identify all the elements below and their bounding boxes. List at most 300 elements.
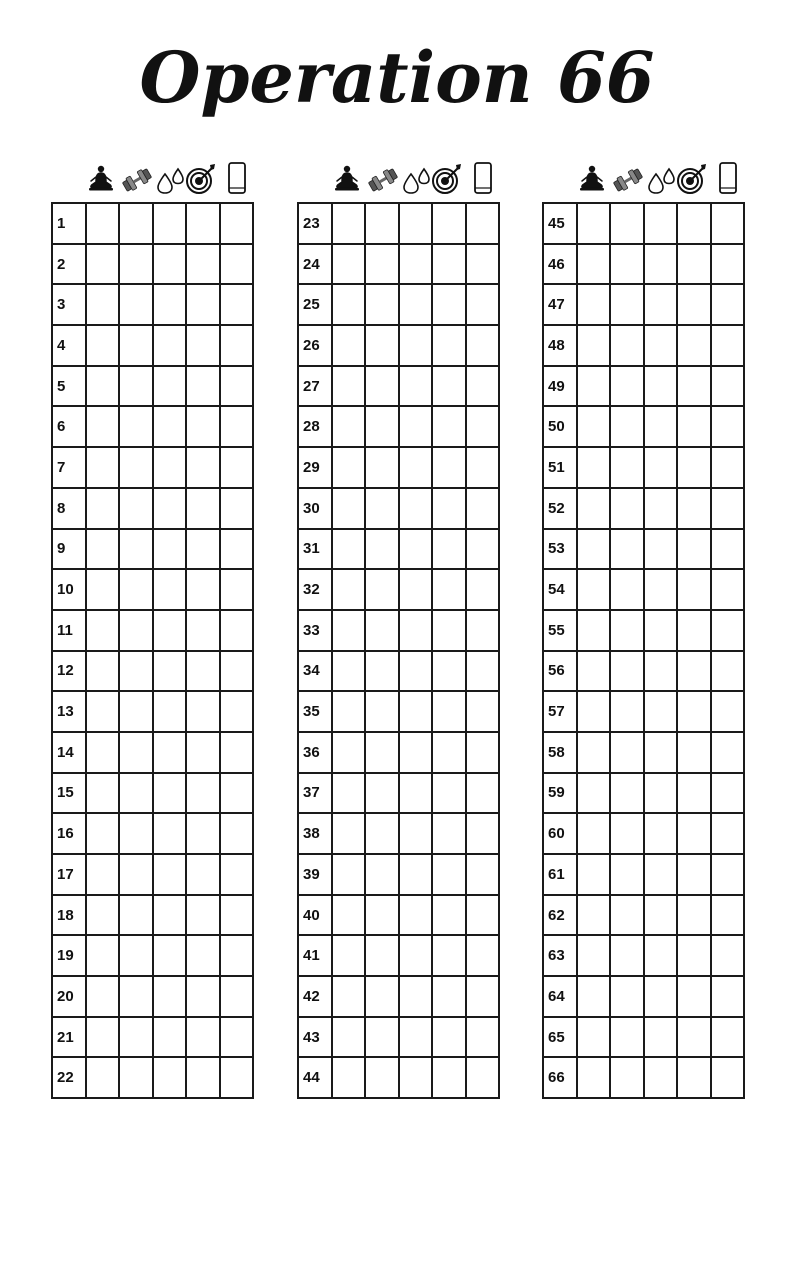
habit-checkbox-cell[interactable]	[466, 529, 500, 570]
habit-checkbox-cell[interactable]	[432, 1057, 466, 1098]
habit-checkbox-cell[interactable]	[644, 447, 678, 488]
habit-checkbox-cell[interactable]	[365, 935, 399, 976]
habit-checkbox-cell[interactable]	[86, 1057, 120, 1098]
habit-checkbox-cell[interactable]	[119, 732, 153, 773]
habit-checkbox-cell[interactable]	[677, 284, 711, 325]
habit-checkbox-cell[interactable]	[186, 732, 220, 773]
habit-checkbox-cell[interactable]	[153, 325, 187, 366]
habit-checkbox-cell[interactable]	[644, 935, 678, 976]
habit-checkbox-cell[interactable]	[399, 244, 433, 285]
habit-checkbox-cell[interactable]	[466, 366, 500, 407]
habit-checkbox-cell[interactable]	[577, 691, 611, 732]
habit-checkbox-cell[interactable]	[153, 691, 187, 732]
habit-checkbox-cell[interactable]	[119, 895, 153, 936]
habit-checkbox-cell[interactable]	[332, 1017, 366, 1058]
habit-checkbox-cell[interactable]	[332, 935, 366, 976]
habit-checkbox-cell[interactable]	[466, 895, 500, 936]
habit-checkbox-cell[interactable]	[220, 1057, 254, 1098]
habit-checkbox-cell[interactable]	[332, 610, 366, 651]
habit-checkbox-cell[interactable]	[153, 976, 187, 1017]
habit-checkbox-cell[interactable]	[610, 773, 644, 814]
habit-checkbox-cell[interactable]	[644, 1057, 678, 1098]
habit-checkbox-cell[interactable]	[332, 1057, 366, 1098]
habit-checkbox-cell[interactable]	[220, 732, 254, 773]
habit-checkbox-cell[interactable]	[466, 976, 500, 1017]
habit-checkbox-cell[interactable]	[399, 406, 433, 447]
habit-checkbox-cell[interactable]	[332, 651, 366, 692]
habit-checkbox-cell[interactable]	[119, 569, 153, 610]
habit-checkbox-cell[interactable]	[644, 610, 678, 651]
habit-checkbox-cell[interactable]	[119, 203, 153, 244]
habit-checkbox-cell[interactable]	[466, 447, 500, 488]
habit-checkbox-cell[interactable]	[610, 366, 644, 407]
habit-checkbox-cell[interactable]	[711, 651, 745, 692]
habit-checkbox-cell[interactable]	[577, 610, 611, 651]
habit-checkbox-cell[interactable]	[332, 976, 366, 1017]
habit-checkbox-cell[interactable]	[644, 651, 678, 692]
habit-checkbox-cell[interactable]	[677, 773, 711, 814]
habit-checkbox-cell[interactable]	[153, 447, 187, 488]
habit-checkbox-cell[interactable]	[577, 732, 611, 773]
habit-checkbox-cell[interactable]	[153, 529, 187, 570]
habit-checkbox-cell[interactable]	[399, 813, 433, 854]
habit-checkbox-cell[interactable]	[153, 203, 187, 244]
habit-checkbox-cell[interactable]	[610, 447, 644, 488]
habit-checkbox-cell[interactable]	[86, 813, 120, 854]
habit-checkbox-cell[interactable]	[220, 610, 254, 651]
habit-checkbox-cell[interactable]	[332, 325, 366, 366]
habit-checkbox-cell[interactable]	[577, 529, 611, 570]
habit-checkbox-cell[interactable]	[577, 325, 611, 366]
habit-checkbox-cell[interactable]	[399, 976, 433, 1017]
habit-checkbox-cell[interactable]	[466, 244, 500, 285]
habit-checkbox-cell[interactable]	[365, 691, 399, 732]
habit-checkbox-cell[interactable]	[677, 488, 711, 529]
habit-checkbox-cell[interactable]	[432, 651, 466, 692]
habit-checkbox-cell[interactable]	[119, 651, 153, 692]
habit-checkbox-cell[interactable]	[186, 813, 220, 854]
habit-checkbox-cell[interactable]	[153, 773, 187, 814]
habit-checkbox-cell[interactable]	[220, 976, 254, 1017]
habit-checkbox-cell[interactable]	[577, 203, 611, 244]
habit-checkbox-cell[interactable]	[119, 610, 153, 651]
habit-checkbox-cell[interactable]	[577, 447, 611, 488]
habit-checkbox-cell[interactable]	[86, 732, 120, 773]
habit-checkbox-cell[interactable]	[153, 895, 187, 936]
habit-checkbox-cell[interactable]	[220, 813, 254, 854]
habit-checkbox-cell[interactable]	[186, 773, 220, 814]
habit-checkbox-cell[interactable]	[610, 691, 644, 732]
habit-checkbox-cell[interactable]	[610, 935, 644, 976]
habit-checkbox-cell[interactable]	[153, 569, 187, 610]
habit-checkbox-cell[interactable]	[677, 325, 711, 366]
habit-checkbox-cell[interactable]	[610, 1017, 644, 1058]
habit-checkbox-cell[interactable]	[186, 406, 220, 447]
habit-checkbox-cell[interactable]	[186, 651, 220, 692]
habit-checkbox-cell[interactable]	[86, 366, 120, 407]
habit-checkbox-cell[interactable]	[644, 895, 678, 936]
habit-checkbox-cell[interactable]	[399, 203, 433, 244]
habit-checkbox-cell[interactable]	[186, 284, 220, 325]
habit-checkbox-cell[interactable]	[610, 569, 644, 610]
habit-checkbox-cell[interactable]	[610, 529, 644, 570]
habit-checkbox-cell[interactable]	[577, 813, 611, 854]
habit-checkbox-cell[interactable]	[432, 284, 466, 325]
habit-checkbox-cell[interactable]	[399, 447, 433, 488]
habit-checkbox-cell[interactable]	[711, 203, 745, 244]
habit-checkbox-cell[interactable]	[119, 529, 153, 570]
habit-checkbox-cell[interactable]	[86, 203, 120, 244]
habit-checkbox-cell[interactable]	[86, 244, 120, 285]
habit-checkbox-cell[interactable]	[365, 732, 399, 773]
habit-checkbox-cell[interactable]	[186, 691, 220, 732]
habit-checkbox-cell[interactable]	[153, 244, 187, 285]
habit-checkbox-cell[interactable]	[186, 488, 220, 529]
habit-checkbox-cell[interactable]	[577, 406, 611, 447]
habit-checkbox-cell[interactable]	[577, 1057, 611, 1098]
habit-checkbox-cell[interactable]	[119, 854, 153, 895]
habit-checkbox-cell[interactable]	[610, 813, 644, 854]
habit-checkbox-cell[interactable]	[644, 569, 678, 610]
habit-checkbox-cell[interactable]	[711, 366, 745, 407]
habit-checkbox-cell[interactable]	[644, 854, 678, 895]
habit-checkbox-cell[interactable]	[466, 854, 500, 895]
habit-checkbox-cell[interactable]	[86, 447, 120, 488]
habit-checkbox-cell[interactable]	[644, 488, 678, 529]
habit-checkbox-cell[interactable]	[365, 366, 399, 407]
habit-checkbox-cell[interactable]	[332, 447, 366, 488]
habit-checkbox-cell[interactable]	[677, 244, 711, 285]
habit-checkbox-cell[interactable]	[119, 447, 153, 488]
habit-checkbox-cell[interactable]	[399, 651, 433, 692]
habit-checkbox-cell[interactable]	[86, 1017, 120, 1058]
habit-checkbox-cell[interactable]	[677, 732, 711, 773]
habit-checkbox-cell[interactable]	[711, 1017, 745, 1058]
habit-checkbox-cell[interactable]	[677, 1057, 711, 1098]
habit-checkbox-cell[interactable]	[86, 325, 120, 366]
habit-checkbox-cell[interactable]	[677, 203, 711, 244]
habit-checkbox-cell[interactable]	[332, 284, 366, 325]
habit-checkbox-cell[interactable]	[153, 284, 187, 325]
habit-checkbox-cell[interactable]	[711, 406, 745, 447]
habit-checkbox-cell[interactable]	[119, 244, 153, 285]
habit-checkbox-cell[interactable]	[610, 732, 644, 773]
habit-checkbox-cell[interactable]	[644, 976, 678, 1017]
habit-checkbox-cell[interactable]	[365, 244, 399, 285]
habit-checkbox-cell[interactable]	[86, 406, 120, 447]
habit-checkbox-cell[interactable]	[220, 691, 254, 732]
habit-checkbox-cell[interactable]	[432, 691, 466, 732]
habit-checkbox-cell[interactable]	[711, 691, 745, 732]
habit-checkbox-cell[interactable]	[119, 976, 153, 1017]
habit-checkbox-cell[interactable]	[711, 1057, 745, 1098]
habit-checkbox-cell[interactable]	[577, 895, 611, 936]
habit-checkbox-cell[interactable]	[186, 569, 220, 610]
habit-checkbox-cell[interactable]	[220, 325, 254, 366]
habit-checkbox-cell[interactable]	[610, 284, 644, 325]
habit-checkbox-cell[interactable]	[466, 651, 500, 692]
habit-checkbox-cell[interactable]	[432, 895, 466, 936]
habit-checkbox-cell[interactable]	[610, 610, 644, 651]
habit-checkbox-cell[interactable]	[466, 569, 500, 610]
habit-checkbox-cell[interactable]	[220, 895, 254, 936]
habit-checkbox-cell[interactable]	[153, 854, 187, 895]
habit-checkbox-cell[interactable]	[153, 935, 187, 976]
habit-checkbox-cell[interactable]	[186, 366, 220, 407]
habit-checkbox-cell[interactable]	[365, 773, 399, 814]
habit-checkbox-cell[interactable]	[332, 854, 366, 895]
habit-checkbox-cell[interactable]	[86, 895, 120, 936]
habit-checkbox-cell[interactable]	[711, 773, 745, 814]
habit-checkbox-cell[interactable]	[432, 732, 466, 773]
habit-checkbox-cell[interactable]	[677, 610, 711, 651]
habit-checkbox-cell[interactable]	[153, 1057, 187, 1098]
habit-checkbox-cell[interactable]	[677, 976, 711, 1017]
habit-checkbox-cell[interactable]	[399, 284, 433, 325]
habit-checkbox-cell[interactable]	[432, 325, 466, 366]
habit-checkbox-cell[interactable]	[220, 203, 254, 244]
habit-checkbox-cell[interactable]	[365, 406, 399, 447]
habit-checkbox-cell[interactable]	[577, 651, 611, 692]
habit-checkbox-cell[interactable]	[332, 691, 366, 732]
habit-checkbox-cell[interactable]	[186, 1057, 220, 1098]
habit-checkbox-cell[interactable]	[677, 1017, 711, 1058]
habit-checkbox-cell[interactable]	[186, 895, 220, 936]
habit-checkbox-cell[interactable]	[432, 976, 466, 1017]
habit-checkbox-cell[interactable]	[399, 691, 433, 732]
habit-checkbox-cell[interactable]	[577, 1017, 611, 1058]
habit-checkbox-cell[interactable]	[220, 773, 254, 814]
habit-checkbox-cell[interactable]	[610, 488, 644, 529]
habit-checkbox-cell[interactable]	[577, 773, 611, 814]
habit-checkbox-cell[interactable]	[644, 813, 678, 854]
habit-checkbox-cell[interactable]	[220, 935, 254, 976]
habit-checkbox-cell[interactable]	[332, 244, 366, 285]
habit-checkbox-cell[interactable]	[332, 366, 366, 407]
habit-checkbox-cell[interactable]	[399, 854, 433, 895]
habit-checkbox-cell[interactable]	[153, 813, 187, 854]
habit-checkbox-cell[interactable]	[220, 651, 254, 692]
habit-checkbox-cell[interactable]	[577, 569, 611, 610]
habit-checkbox-cell[interactable]	[119, 773, 153, 814]
habit-checkbox-cell[interactable]	[610, 1057, 644, 1098]
habit-checkbox-cell[interactable]	[220, 854, 254, 895]
habit-checkbox-cell[interactable]	[432, 406, 466, 447]
habit-checkbox-cell[interactable]	[466, 610, 500, 651]
habit-checkbox-cell[interactable]	[610, 976, 644, 1017]
habit-checkbox-cell[interactable]	[677, 366, 711, 407]
habit-checkbox-cell[interactable]	[466, 773, 500, 814]
habit-checkbox-cell[interactable]	[119, 1057, 153, 1098]
habit-checkbox-cell[interactable]	[332, 529, 366, 570]
habit-checkbox-cell[interactable]	[677, 569, 711, 610]
habit-checkbox-cell[interactable]	[577, 366, 611, 407]
habit-checkbox-cell[interactable]	[119, 1017, 153, 1058]
habit-checkbox-cell[interactable]	[86, 651, 120, 692]
habit-checkbox-cell[interactable]	[153, 406, 187, 447]
habit-checkbox-cell[interactable]	[466, 732, 500, 773]
habit-checkbox-cell[interactable]	[432, 935, 466, 976]
habit-checkbox-cell[interactable]	[332, 569, 366, 610]
habit-checkbox-cell[interactable]	[220, 569, 254, 610]
habit-checkbox-cell[interactable]	[399, 569, 433, 610]
habit-checkbox-cell[interactable]	[119, 406, 153, 447]
habit-checkbox-cell[interactable]	[644, 691, 678, 732]
habit-checkbox-cell[interactable]	[186, 203, 220, 244]
habit-checkbox-cell[interactable]	[86, 488, 120, 529]
habit-checkbox-cell[interactable]	[711, 813, 745, 854]
habit-checkbox-cell[interactable]	[86, 691, 120, 732]
habit-checkbox-cell[interactable]	[711, 732, 745, 773]
habit-checkbox-cell[interactable]	[677, 895, 711, 936]
habit-checkbox-cell[interactable]	[711, 854, 745, 895]
habit-checkbox-cell[interactable]	[365, 651, 399, 692]
habit-checkbox-cell[interactable]	[610, 406, 644, 447]
habit-checkbox-cell[interactable]	[399, 529, 433, 570]
habit-checkbox-cell[interactable]	[186, 854, 220, 895]
habit-checkbox-cell[interactable]	[432, 529, 466, 570]
habit-checkbox-cell[interactable]	[577, 488, 611, 529]
habit-checkbox-cell[interactable]	[466, 1057, 500, 1098]
habit-checkbox-cell[interactable]	[220, 406, 254, 447]
habit-checkbox-cell[interactable]	[153, 651, 187, 692]
habit-checkbox-cell[interactable]	[186, 610, 220, 651]
habit-checkbox-cell[interactable]	[220, 366, 254, 407]
habit-checkbox-cell[interactable]	[153, 488, 187, 529]
habit-checkbox-cell[interactable]	[711, 895, 745, 936]
habit-checkbox-cell[interactable]	[466, 325, 500, 366]
habit-checkbox-cell[interactable]	[220, 284, 254, 325]
habit-checkbox-cell[interactable]	[610, 244, 644, 285]
habit-checkbox-cell[interactable]	[332, 203, 366, 244]
habit-checkbox-cell[interactable]	[220, 529, 254, 570]
habit-checkbox-cell[interactable]	[399, 366, 433, 407]
habit-checkbox-cell[interactable]	[677, 406, 711, 447]
habit-checkbox-cell[interactable]	[119, 284, 153, 325]
habit-checkbox-cell[interactable]	[119, 691, 153, 732]
habit-checkbox-cell[interactable]	[220, 244, 254, 285]
habit-checkbox-cell[interactable]	[365, 284, 399, 325]
habit-checkbox-cell[interactable]	[711, 447, 745, 488]
habit-checkbox-cell[interactable]	[644, 203, 678, 244]
habit-checkbox-cell[interactable]	[644, 325, 678, 366]
habit-checkbox-cell[interactable]	[186, 529, 220, 570]
habit-checkbox-cell[interactable]	[432, 854, 466, 895]
habit-checkbox-cell[interactable]	[711, 610, 745, 651]
habit-checkbox-cell[interactable]	[186, 935, 220, 976]
habit-checkbox-cell[interactable]	[220, 447, 254, 488]
habit-checkbox-cell[interactable]	[153, 732, 187, 773]
habit-checkbox-cell[interactable]	[399, 773, 433, 814]
habit-checkbox-cell[interactable]	[577, 244, 611, 285]
habit-checkbox-cell[interactable]	[186, 1017, 220, 1058]
habit-checkbox-cell[interactable]	[432, 244, 466, 285]
habit-checkbox-cell[interactable]	[610, 325, 644, 366]
habit-checkbox-cell[interactable]	[677, 813, 711, 854]
habit-checkbox-cell[interactable]	[610, 203, 644, 244]
habit-checkbox-cell[interactable]	[186, 976, 220, 1017]
habit-checkbox-cell[interactable]	[644, 244, 678, 285]
habit-checkbox-cell[interactable]	[432, 1017, 466, 1058]
habit-checkbox-cell[interactable]	[677, 854, 711, 895]
habit-checkbox-cell[interactable]	[711, 976, 745, 1017]
habit-checkbox-cell[interactable]	[432, 447, 466, 488]
habit-checkbox-cell[interactable]	[577, 284, 611, 325]
habit-checkbox-cell[interactable]	[466, 935, 500, 976]
habit-checkbox-cell[interactable]	[677, 935, 711, 976]
habit-checkbox-cell[interactable]	[711, 325, 745, 366]
habit-checkbox-cell[interactable]	[610, 895, 644, 936]
habit-checkbox-cell[interactable]	[153, 610, 187, 651]
habit-checkbox-cell[interactable]	[644, 406, 678, 447]
habit-checkbox-cell[interactable]	[432, 366, 466, 407]
habit-checkbox-cell[interactable]	[332, 488, 366, 529]
habit-checkbox-cell[interactable]	[220, 1017, 254, 1058]
habit-checkbox-cell[interactable]	[677, 447, 711, 488]
habit-checkbox-cell[interactable]	[610, 651, 644, 692]
habit-checkbox-cell[interactable]	[466, 1017, 500, 1058]
habit-checkbox-cell[interactable]	[186, 325, 220, 366]
habit-checkbox-cell[interactable]	[577, 976, 611, 1017]
habit-checkbox-cell[interactable]	[577, 854, 611, 895]
habit-checkbox-cell[interactable]	[153, 366, 187, 407]
habit-checkbox-cell[interactable]	[365, 488, 399, 529]
habit-checkbox-cell[interactable]	[119, 488, 153, 529]
habit-checkbox-cell[interactable]	[399, 1017, 433, 1058]
habit-checkbox-cell[interactable]	[711, 529, 745, 570]
habit-checkbox-cell[interactable]	[86, 935, 120, 976]
habit-checkbox-cell[interactable]	[153, 1017, 187, 1058]
habit-checkbox-cell[interactable]	[644, 1017, 678, 1058]
habit-checkbox-cell[interactable]	[365, 1057, 399, 1098]
habit-checkbox-cell[interactable]	[644, 732, 678, 773]
habit-checkbox-cell[interactable]	[466, 813, 500, 854]
habit-checkbox-cell[interactable]	[711, 935, 745, 976]
habit-checkbox-cell[interactable]	[711, 488, 745, 529]
habit-checkbox-cell[interactable]	[332, 773, 366, 814]
habit-checkbox-cell[interactable]	[711, 284, 745, 325]
habit-checkbox-cell[interactable]	[644, 366, 678, 407]
habit-checkbox-cell[interactable]	[332, 732, 366, 773]
habit-checkbox-cell[interactable]	[399, 1057, 433, 1098]
habit-checkbox-cell[interactable]	[86, 773, 120, 814]
habit-checkbox-cell[interactable]	[677, 651, 711, 692]
habit-checkbox-cell[interactable]	[119, 935, 153, 976]
habit-checkbox-cell[interactable]	[432, 813, 466, 854]
habit-checkbox-cell[interactable]	[466, 488, 500, 529]
habit-checkbox-cell[interactable]	[365, 813, 399, 854]
habit-checkbox-cell[interactable]	[610, 854, 644, 895]
habit-checkbox-cell[interactable]	[86, 569, 120, 610]
habit-checkbox-cell[interactable]	[466, 203, 500, 244]
habit-checkbox-cell[interactable]	[711, 244, 745, 285]
habit-checkbox-cell[interactable]	[399, 488, 433, 529]
habit-checkbox-cell[interactable]	[644, 284, 678, 325]
habit-checkbox-cell[interactable]	[399, 610, 433, 651]
habit-checkbox-cell[interactable]	[119, 366, 153, 407]
habit-checkbox-cell[interactable]	[365, 447, 399, 488]
habit-checkbox-cell[interactable]	[711, 569, 745, 610]
habit-checkbox-cell[interactable]	[119, 325, 153, 366]
habit-checkbox-cell[interactable]	[365, 895, 399, 936]
habit-checkbox-cell[interactable]	[365, 610, 399, 651]
habit-checkbox-cell[interactable]	[466, 406, 500, 447]
habit-checkbox-cell[interactable]	[119, 813, 153, 854]
habit-checkbox-cell[interactable]	[466, 284, 500, 325]
habit-checkbox-cell[interactable]	[332, 895, 366, 936]
habit-checkbox-cell[interactable]	[86, 854, 120, 895]
habit-checkbox-cell[interactable]	[365, 854, 399, 895]
